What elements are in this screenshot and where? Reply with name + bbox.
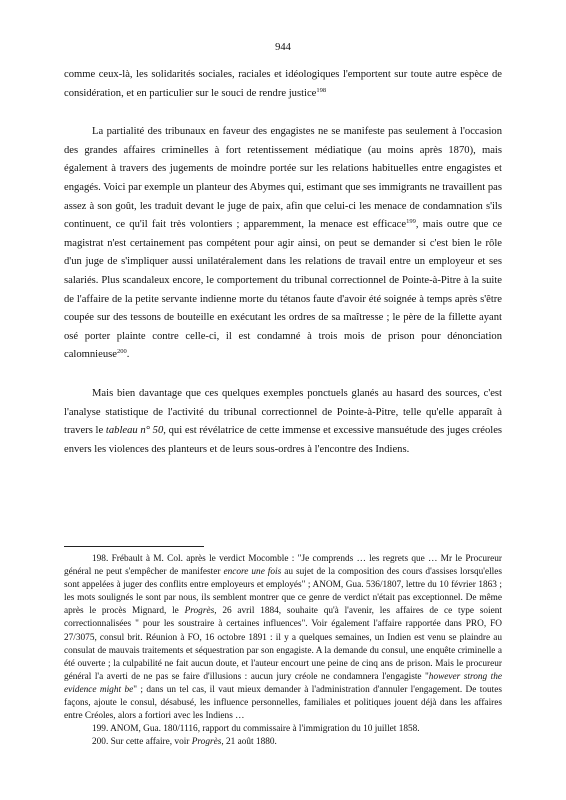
paragraph-text: La partialité des tribunaux en faveur des engagistes ne se manifeste pas seulement à l'occasion des grandes affaires criminelles à fort retentissement médiatique (au moins après 1870), mais également à travers des jugements de moindre portée sur les relations habituelles entre engagistes et engagés. Voici par exemple un planteur des Abymes qui, estimant que ses immigrants ne travaillent pas assez à son goût, les traduit devant le juge de paix, afin que celui-ci les menace de condamnation s'ils continuent, ce qu'il fait très volontiers ; apparemment, la menace est efficace [64, 126, 502, 231]
footnote-ref-199: 199 [406, 218, 416, 226]
footnote-italic: encore une fois [223, 567, 282, 578]
paragraph-text: comme ceux-là, les solidarités sociales, raciales et idéologiques l'emportent sur toute autre espèce de considération, et en particulier sur le souci de rendre justice [64, 69, 502, 99]
footnote-200 [64, 736, 502, 749]
paragraph-partiality [64, 123, 502, 365]
page-number: 944 [275, 42, 291, 53]
footnote-text: 200. Sur cette affaire, voir [92, 737, 192, 748]
paragraph-text: Mais bien davantage que ces quelques exemples ponctuels glanés au hasard des sources, c'est l'analyse statistique de l'activité du tribunal correctionnel de Pointe-à-Pitre, telle qu'elle apparaît à travers le [64, 387, 502, 437]
table-reference: tableau n° 50 [105, 425, 164, 437]
footnote-text: 198. Frébault à M. Col. après le verdict Mocomble : "Je comprends … les regrets que … Mr le Procureur général ne peut s'empêcher de manifester [64, 554, 502, 578]
footnote-text: au sujet de la composition des cours d'assises lorsqu'elles sont appelées à juger des conflits entre employeurs et employés" ; ANOM, Gua. 536/1807, lettre du 10 février 1863 ; les mots soulignés le sont par nous, ils semblent montrer que ce genre de verdict n'était pas exceptionnel. De même après le procès Mignard, le [64, 567, 502, 617]
footnote-ref-198: 198 [316, 86, 327, 94]
paragraph-text: , mais outre que ce magistrat n'est certainement pas compétent pour agir ainsi, on peut se demander si c'est bien le rôle d'un juge de s'impliquer aussi unilatéralement dans les relations de travail entre un employeur et ses salariés. Plus scandaleux encore, le comportement du tribunal correctionnel de Pointe-à-Pitre à la suite de l'affaire de la petite servante indienne morte du tétanos faute d'avoir été soignée à temps après s'être coupée sur des tessons de bouteille en exécutant les ordres de sa maîtresse ; le père de la fillette ayant osé porter plainte contre celle-ci, il est condamné à trois mois de prison pour dénonciation calomnieuse [64, 219, 502, 361]
footnote-italic: however strong the evidence might be [64, 671, 503, 695]
footnote-italic: Progrès [184, 606, 215, 617]
footnotes [64, 553, 502, 749]
body-text [64, 66, 502, 459]
footnote-198 [64, 553, 502, 723]
footnote-text: 199. ANOM, Gua. 180/1116, rapport du commissaire à l'immigration du 10 juillet 1858. [92, 724, 420, 735]
footnote-text: , 21 août 1880. [221, 737, 277, 748]
paragraph-end: . [126, 349, 130, 361]
footnote-199 [64, 723, 502, 736]
paragraph-continuation [64, 66, 502, 103]
footnote-text: " ; dans un tel cas, il vaut mieux demander à l'administration d'annuler l'engagement. De toutes façons, ajoute le consul, désabusé, les influence personnelles, familiales et politiques jouent déjà dans les affaires entre Créoles, alors a fortiori avec les Indiens … [64, 684, 502, 722]
paragraph-statistics [64, 385, 502, 459]
footnote-italic: Progrès [191, 737, 222, 748]
footnote-ref-200: 200 [116, 348, 127, 356]
paragraph-text: , qui est révélatrice de cette immense et excessive mansuétude des juges créoles envers les violences des planteurs et de leurs sous-ordres à l'encontre des Indiens. [64, 425, 503, 455]
footnote-text: , 26 avril 1884, souhaite qu'à l'avenir, les affaires de ce type soient correctionnalisées " pour les soustraire à certaines influences". Voir également l'affaire rapportée dans PRO, FO 27/3075, consul brit. Réunion à FO, 16 octobre 1891 : il y a quelques semaines, un Indien est venu se plaindre au consulat de mauvais traitements et séquestration par son engagiste. A la demande du consul, une enquête criminelle a été ouverte ; la culpabilité ne fait aucun doute, et l'auteur encourt une peine de cinq ans de prison. Mais le procureur général l'a averti de ne pas se faire d'illusions : aucun jury créole ne condamnera l'engagiste " [64, 606, 502, 682]
footnote-separator [64, 546, 204, 547]
